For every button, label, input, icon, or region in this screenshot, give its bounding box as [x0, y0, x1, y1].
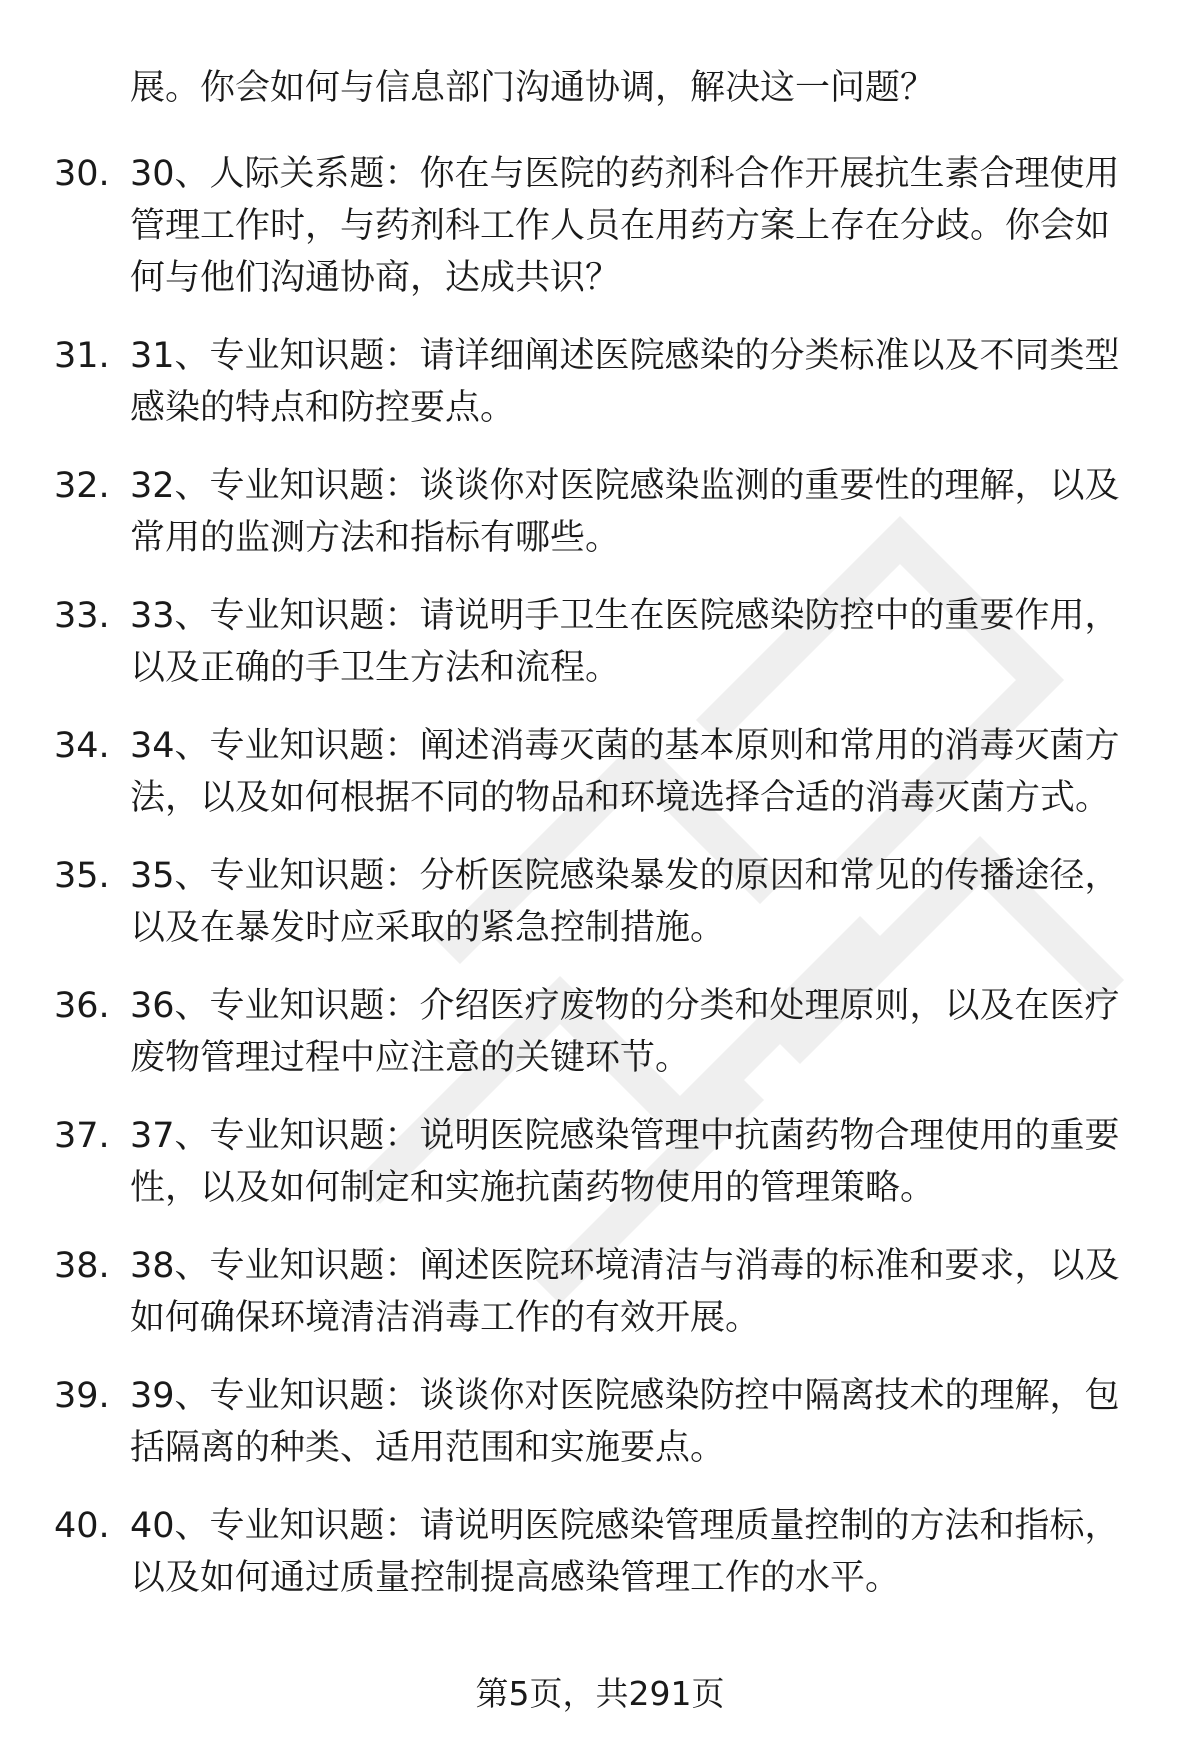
question-text: 37、专业知识题：说明医院感染管理中抗菌药物合理使用的重要性，以及如何制定和实施抗菌药物使用的管理策略。: [130, 1116, 1120, 1208]
list-item: [0, 1500, 1140, 1604]
question-text: 32、专业知识题：谈谈你对医院感染监测的重要性的理解，以及常用的监测方法和指标有哪些。: [130, 466, 1120, 558]
question-text: 34、专业知识题：阐述消毒灭菌的基本原则和常用的消毒灭菌方法，以及如何根据不同的物品和环境选择合适的消毒灭菌方式。: [130, 726, 1120, 818]
list-item: [0, 590, 1140, 694]
question-text: 38、专业知识题：阐述医院环境清洁与消毒的标准和要求，以及如何确保环境清洁消毒工作的有效开展。: [130, 1246, 1120, 1338]
list-item: [0, 720, 1140, 824]
question-number: 37.: [54, 1116, 110, 1156]
question-list: [0, 148, 1200, 1630]
question-text: 31、专业知识题：请详细阐述医院感染的分类标准以及不同类型感染的特点和防控要点。: [130, 336, 1120, 428]
question-number: 40.: [54, 1506, 110, 1546]
continuation-text: 展。你会如何与信息部门沟通协调，解决这一问题？: [130, 68, 936, 108]
question-number: 31.: [54, 336, 110, 376]
list-item: [0, 330, 1140, 434]
list-item: [0, 1370, 1140, 1474]
question-text: 36、专业知识题：介绍医疗废物的分类和处理原则，以及在医疗废物管理过程中应注意的关键环节。: [130, 986, 1120, 1078]
question-number: 36.: [54, 986, 110, 1026]
list-item: [0, 1240, 1140, 1344]
list-item: [0, 460, 1140, 564]
question-text: 40、专业知识题：请说明医院感染管理质量控制的方法和指标，以及如何通过质量控制提高感染管理工作的水平。: [130, 1506, 1120, 1598]
list-item: [0, 1110, 1140, 1214]
question-number: 30.: [54, 154, 110, 194]
question-number: 35.: [54, 856, 110, 896]
list-item: [0, 980, 1140, 1084]
list-item: [0, 148, 1140, 304]
question-number: 38.: [54, 1246, 110, 1286]
question-text: 39、专业知识题：谈谈你对医院感染防控中隔离技术的理解，包括隔离的种类、适用范围和实施要点。: [130, 1376, 1120, 1468]
question-number: 39.: [54, 1376, 110, 1416]
question-text: 30、人际关系题：你在与医院的药剂科合作开展抗生素合理使用管理工作时，与药剂科工作人员在用药方案上存在分歧。你会如何与他们沟通协商，达成共识？: [130, 154, 1120, 298]
list-item: [0, 850, 1140, 954]
question-number: 32.: [54, 466, 110, 506]
question-number: 34.: [54, 726, 110, 766]
question-text: 33、专业知识题：请说明手卫生在医院感染防控中的重要作用，以及正确的手卫生方法和流程。: [130, 596, 1120, 688]
question-text: 35、专业知识题：分析医院感染暴发的原因和常见的传播途径，以及在暴发时应采取的紧急控制措施。: [130, 856, 1120, 948]
page-footer: 第5页，共291页: [475, 1674, 725, 1713]
question-number: 33.: [54, 596, 110, 636]
